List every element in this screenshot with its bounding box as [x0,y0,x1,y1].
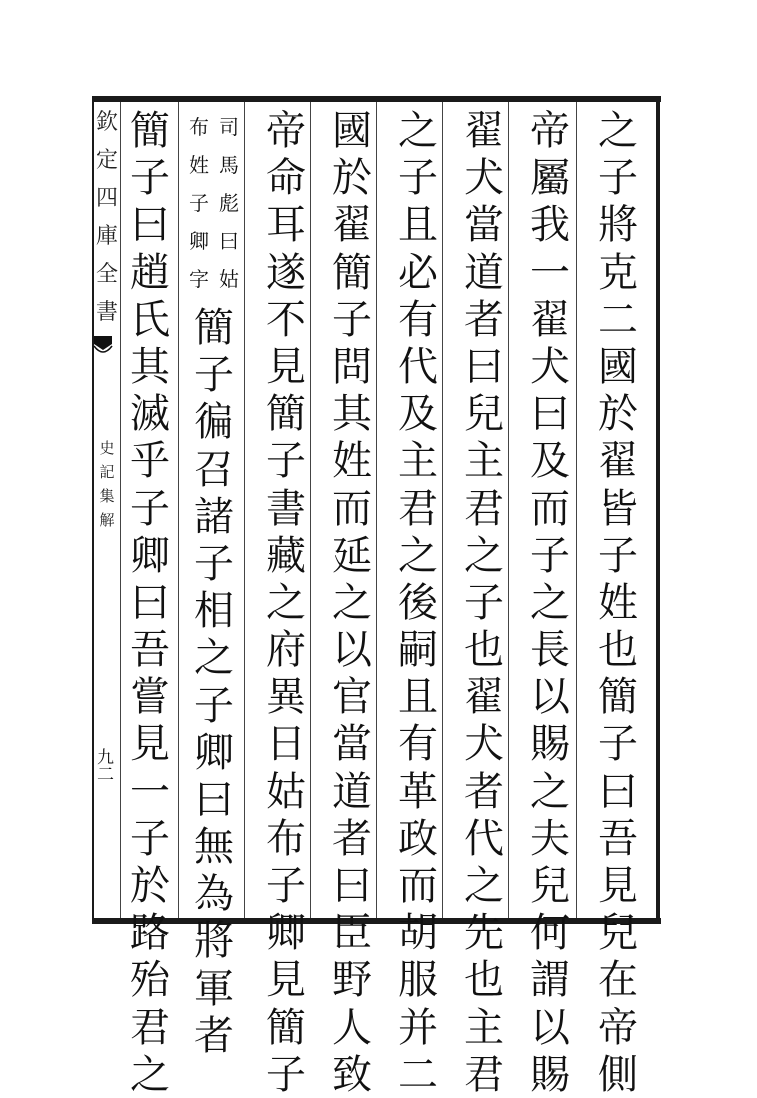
text-glyph: 遂 [266,249,306,296]
margin-book-glyph: 史 [99,439,115,457]
text-glyph: 當 [332,721,372,768]
text-column-3 [458,104,510,1098]
text-glyph: 以 [530,1004,570,1051]
text-glyph: 克 [598,249,638,296]
text-glyph: 以 [332,627,372,674]
text-glyph: 於 [130,863,170,909]
text-glyph: 屬 [530,155,570,202]
text-glyph: 相 [194,588,234,635]
commentary-glyph: 布 [189,115,209,139]
text-glyph: 且 [398,202,438,249]
text-glyph: 長 [530,627,570,674]
text-glyph: 卿 [130,532,170,579]
text-glyph: 簡 [266,391,306,438]
text-glyph: 卿 [266,910,306,957]
text-column-2 [524,104,576,1098]
text-glyph: 乎 [130,438,170,485]
text-glyph: 延 [332,532,372,579]
text-glyph: 二 [398,1051,438,1098]
text-glyph: 子 [530,532,570,579]
text-glyph: 簡 [194,305,234,351]
text-glyph: 并 [398,1004,438,1051]
text-column-6 [260,104,312,1098]
text-glyph: 之 [266,579,306,626]
text-glyph: 野 [332,957,372,1004]
text-glyph: 一 [530,249,570,296]
text-glyph: 耳 [266,202,306,249]
text-glyph: 子 [266,863,306,909]
text-glyph: 在 [598,957,638,1004]
text-glyph: 子 [194,352,234,399]
text-glyph: 路 [130,910,170,957]
text-glyph: 代 [464,815,504,862]
text-glyph: 夫 [530,815,570,862]
text-glyph: 子 [598,532,638,579]
commentary-glyph: 字 [189,267,209,291]
text-glyph: 兒 [530,863,570,909]
text-glyph: 致 [332,1051,372,1098]
commentary-glyph: 曰 [219,229,239,253]
text-column-1 [592,104,644,1098]
commentary-glyph: 子 [189,191,209,215]
text-glyph: 將 [194,918,234,965]
text-glyph: 翟 [464,674,504,721]
text-glyph: 帝 [266,108,306,154]
text-glyph: 曰 [130,579,170,626]
column-divider [120,102,121,918]
text-glyph: 道 [332,768,372,815]
text-glyph: 當 [464,202,504,249]
text-glyph: 其 [332,391,372,438]
text-glyph: 而 [398,863,438,909]
text-glyph: 先 [464,910,504,957]
commentary-glyph: 彪 [219,191,239,215]
text-glyph: 人 [332,1004,372,1051]
commentary-glyph: 馬 [219,153,239,177]
text-glyph: 嗣 [398,627,438,674]
margin-title-glyph: 定 [96,148,119,173]
text-column-8 [124,104,176,1098]
text-glyph: 賜 [530,721,570,768]
text-glyph: 曰 [530,391,570,438]
text-glyph: 國 [598,343,638,390]
text-glyph: 其 [130,343,170,390]
text-glyph: 曰 [130,202,170,249]
text-glyph: 子 [130,485,170,532]
text-glyph: 見 [266,957,306,1004]
text-column-7-main [188,305,240,1060]
commentary-glyph: 卿 [189,229,209,253]
text-glyph: 姑 [266,768,306,815]
margin-book-glyph: 記 [99,463,115,481]
text-glyph: 翟 [464,108,504,154]
text-glyph: 子 [332,296,372,343]
commentary-left [188,114,210,304]
text-glyph: 趙 [130,249,170,296]
commentary-glyph: 姑 [219,267,239,291]
text-glyph: 犬 [464,721,504,768]
text-glyph: 官 [332,674,372,721]
column-divider [244,102,245,918]
text-glyph: 吾 [598,815,638,862]
text-glyph: 子 [266,438,306,485]
page-number: 九二 [93,748,113,782]
text-glyph: 者 [464,296,504,343]
text-glyph: 之 [530,768,570,815]
text-glyph: 子 [398,155,438,202]
text-glyph: 後 [398,579,438,626]
text-column-5 [326,104,378,1098]
text-glyph: 卿 [194,729,234,776]
commentary-glyph: 司 [219,115,239,139]
text-glyph: 者 [194,1012,234,1059]
text-glyph: 之 [598,108,638,154]
text-glyph: 之 [464,532,504,579]
text-glyph: 召 [194,446,234,493]
text-glyph: 以 [530,674,570,721]
text-glyph: 者 [464,768,504,815]
text-glyph: 子 [464,579,504,626]
text-glyph: 而 [530,485,570,532]
text-glyph: 之 [464,863,504,909]
text-glyph: 之 [398,532,438,579]
text-glyph: 於 [332,155,372,202]
text-glyph: 於 [598,391,638,438]
text-glyph: 必 [398,249,438,296]
column-divider [576,102,577,918]
text-glyph: 犬 [464,155,504,202]
text-glyph: 我 [530,202,570,249]
text-glyph: 吾 [130,627,170,674]
text-glyph: 嘗 [130,674,170,721]
text-glyph: 道 [464,249,504,296]
text-glyph: 姓 [598,579,638,626]
text-glyph: 及 [530,438,570,485]
text-column-4 [392,104,444,1098]
text-glyph: 曰 [464,343,504,390]
text-glyph: 帝 [530,108,570,154]
text-glyph: 兒 [598,910,638,957]
text-glyph: 政 [398,815,438,862]
text-glyph: 命 [266,155,306,202]
bottom-border-rule [92,918,661,924]
text-glyph: 者 [332,815,372,862]
text-glyph: 謂 [530,957,570,1004]
text-glyph: 帝 [598,1004,638,1051]
text-glyph: 臣 [332,910,372,957]
text-glyph: 軍 [194,965,234,1012]
text-glyph: 子 [598,721,638,768]
commentary-glyph: 姓 [189,153,209,177]
text-glyph: 為 [194,871,234,918]
margin-title-glyph: 庫 [96,224,119,249]
text-glyph: 將 [598,202,638,249]
text-glyph: 何 [530,910,570,957]
text-glyph: 君 [464,1051,504,1098]
text-glyph: 不 [266,296,306,343]
text-glyph: 之 [130,1051,170,1098]
text-glyph: 殆 [130,957,170,1004]
text-glyph: 側 [598,1051,638,1098]
text-glyph: 藏 [266,532,306,579]
text-glyph: 滅 [130,391,170,438]
text-glyph: 異 [266,674,306,721]
text-glyph: 簡 [598,674,638,721]
text-glyph: 也 [464,957,504,1004]
text-glyph: 二 [598,296,638,343]
right-border-rule [656,96,660,924]
text-glyph: 賜 [530,1051,570,1098]
text-glyph: 有 [398,296,438,343]
text-glyph: 且 [398,674,438,721]
text-glyph: 主 [464,1004,504,1051]
text-glyph: 姓 [332,438,372,485]
text-glyph: 有 [398,721,438,768]
text-glyph: 子 [194,540,234,587]
text-glyph: 之 [398,108,438,154]
text-glyph: 服 [398,957,438,1004]
text-glyph: 簡 [332,249,372,296]
text-glyph: 也 [598,627,638,674]
text-glyph: 國 [332,108,372,154]
text-glyph: 主 [464,438,504,485]
margin-book-title [99,436,115,532]
text-glyph: 書 [266,485,306,532]
text-glyph: 翟 [332,202,372,249]
text-glyph: 曰 [194,776,234,823]
text-glyph: 布 [266,815,306,862]
text-glyph: 子 [266,1051,306,1098]
text-glyph: 日 [266,721,306,768]
fish-tail-ornament [92,334,114,360]
margin-series-title [96,104,118,332]
text-glyph: 胡 [398,910,438,957]
margin-book-glyph: 解 [99,511,115,529]
text-glyph: 君 [130,1004,170,1051]
text-glyph: 問 [332,343,372,390]
margin-title-glyph: 四 [96,186,119,211]
text-glyph: 子 [130,155,170,202]
column-divider [178,102,179,918]
text-glyph: 子 [130,815,170,862]
margin-title-glyph: 欽 [96,110,119,135]
text-glyph: 見 [130,721,170,768]
text-glyph: 一 [130,768,170,815]
text-glyph: 代 [398,343,438,390]
text-glyph: 之 [194,635,234,682]
text-glyph: 簡 [266,1004,306,1051]
text-glyph: 主 [398,438,438,485]
commentary-right [218,114,240,304]
text-glyph: 及 [398,391,438,438]
text-glyph: 之 [332,579,372,626]
text-glyph: 曰 [598,768,638,815]
text-glyph: 無 [194,824,234,871]
text-glyph: 翟 [530,296,570,343]
margin-book-glyph: 集 [99,487,115,505]
text-glyph: 府 [266,627,306,674]
text-glyph: 徧 [194,399,234,446]
text-glyph: 革 [398,768,438,815]
text-glyph: 也 [464,627,504,674]
text-glyph: 子 [194,682,234,729]
text-glyph: 而 [332,485,372,532]
text-glyph: 君 [398,485,438,532]
text-glyph: 簡 [130,108,170,154]
text-glyph: 氏 [130,296,170,343]
margin-title-glyph: 全 [96,262,119,287]
text-glyph: 君 [464,485,504,532]
text-glyph: 見 [598,863,638,909]
margin-title-glyph: 書 [96,300,119,325]
text-glyph: 見 [266,343,306,390]
text-glyph: 曰 [332,863,372,909]
text-glyph: 犬 [530,343,570,390]
text-glyph: 皆 [598,485,638,532]
text-glyph: 兒 [464,391,504,438]
text-glyph: 子 [598,155,638,202]
text-glyph: 之 [530,579,570,626]
text-glyph: 諸 [194,493,234,540]
text-glyph: 翟 [598,438,638,485]
